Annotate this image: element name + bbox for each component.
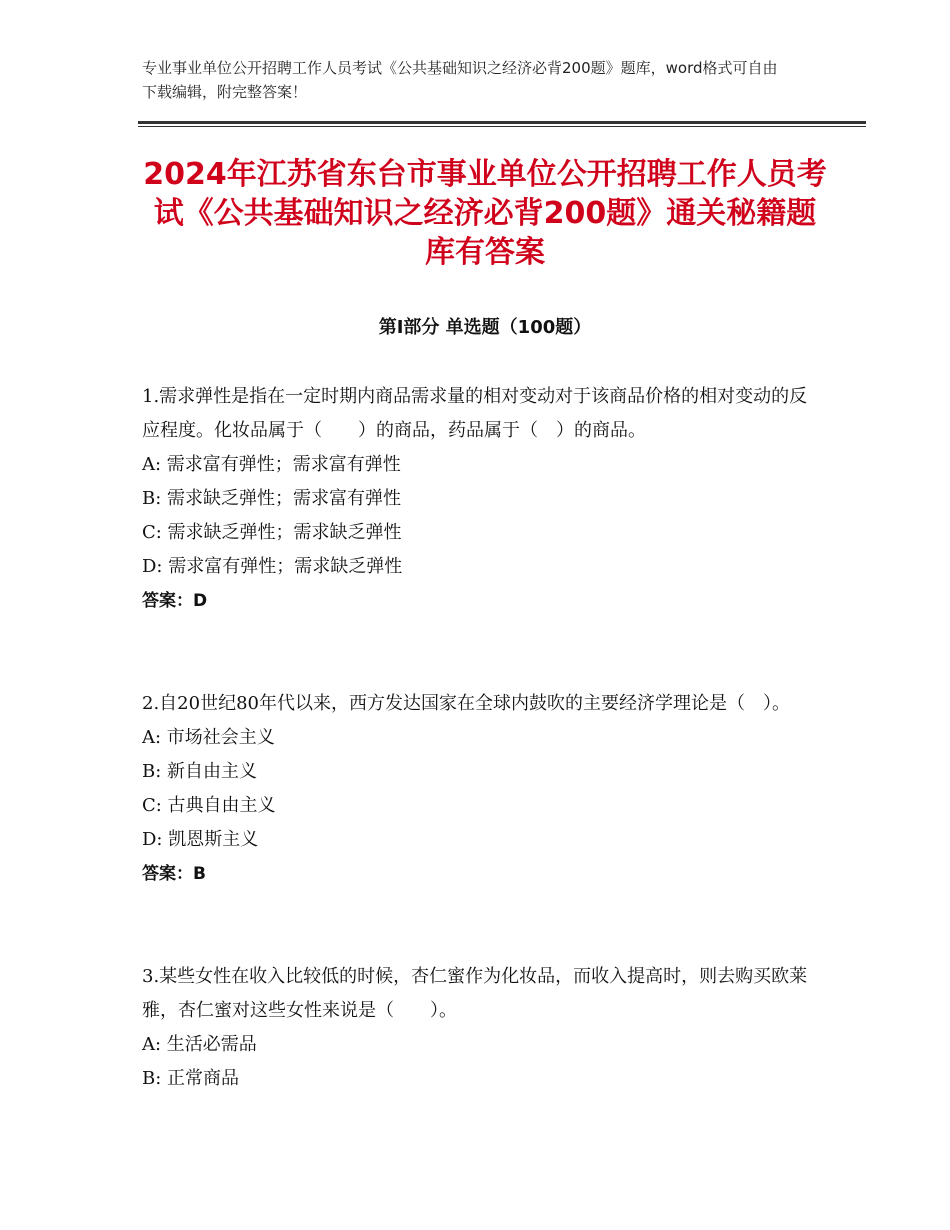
option-d: D: 需求富有弹性；需求缺乏弹性 bbox=[142, 556, 403, 577]
question-stem: 3.某些女性在收入比较低的时候，杏仁蜜作为化妆品，而收入提高时，则去购买欧莱雅，杏仁蜜对这些女性来说是（ ）。 bbox=[142, 966, 808, 1021]
section-title: 第Ⅰ部分 单选题（100题） bbox=[378, 317, 592, 338]
header-rule-thin bbox=[138, 126, 866, 127]
option-a: A: 需求富有弹性；需求富有弹性 bbox=[142, 454, 401, 475]
question-2 bbox=[142, 687, 822, 891]
option-a: A: 生活必需品 bbox=[142, 1034, 257, 1055]
option-b: B: 新自由主义 bbox=[142, 761, 258, 782]
answer: 答案：B bbox=[142, 864, 206, 884]
header-note: 专业事业单位公开招聘工作人员考试《公共基础知识之经济必背200题》题库，word格式可自由下载编辑，附完整答案！ bbox=[142, 59, 778, 101]
header-rule-thick bbox=[138, 121, 866, 124]
question-1 bbox=[142, 380, 822, 618]
option-b: B: 需求缺乏弹性；需求富有弹性 bbox=[142, 488, 402, 509]
option-c: C: 需求缺乏弹性；需求缺乏弹性 bbox=[142, 522, 402, 543]
option-b: B: 正常商品 bbox=[142, 1068, 240, 1089]
question-stem: 2.自20世纪80年代以来，西方发达国家在全球内鼓吹的主要经济学理论是（ ）。 bbox=[142, 693, 790, 714]
question-stem: 1.需求弹性是指在一定时期内商品需求量的相对变动对于该商品价格的相对变动的反应程度。化妆品属于（ ）的商品，药品属于（ ）的商品。 bbox=[142, 386, 808, 441]
option-c: C: 古典自由主义 bbox=[142, 795, 276, 816]
option-a: A: 市场社会主义 bbox=[142, 727, 275, 748]
answer: 答案：D bbox=[142, 591, 208, 611]
question-3 bbox=[142, 960, 822, 1096]
document-title: 2024年江苏省东台市事业单位公开招聘工作人员考试《公共基础知识之经济必背200题》通关秘籍题库有答案 bbox=[143, 157, 827, 270]
option-d: D: 凯恩斯主义 bbox=[142, 829, 259, 850]
